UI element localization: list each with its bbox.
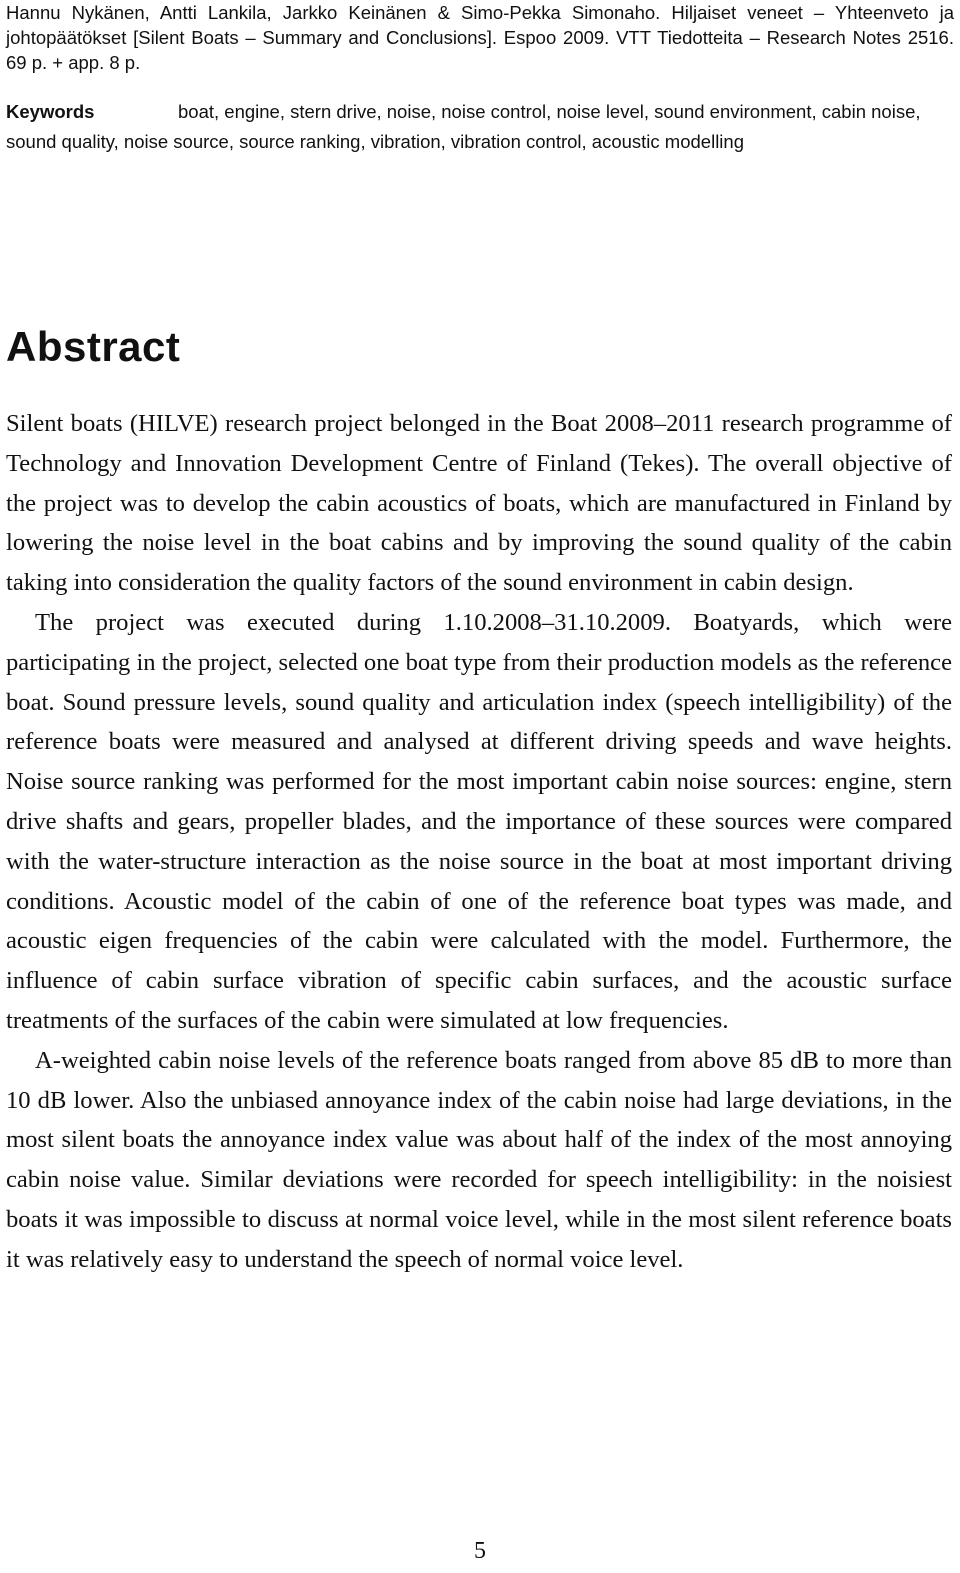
abstract-paragraph-1: Silent boats (HILVE) research project belonged in the Boat 2008–2011 research programme of Technology and Innovation Development Centre of Finland (Tekes). The overall objective of the project was to develop the cabin acoustics of boats, which are manufactured in Finland by lowering the noise level in the boat cabins and by improving the sound quality of the cabin taking into consideration the quality factors of the sound environment in cabin design. xyxy=(6,410,952,597)
keywords-block xyxy=(6,97,954,157)
abstract-paragraph-2: The project was executed during 1.10.2008–31.10.2009. Boatyards, which were participating in the project, selected one boat type from their production models as the reference boat. Sound pressure levels, sound quality and articulation index (speech intelligibility) of the reference boats were measured and analysed at different driving speeds and wave heights. Noise source ranking was performed for the most important cabin noise sources: engine, stern drive shafts and gears, propeller blades, and the importance of these sources were compared with the water-structure interaction as the noise source in the boat at most important driving conditions. Acoustic model of the cabin of one of the reference boat types was made, and acoustic eigen frequencies of the cabin were calculated with the model. Furthermore, the influence of cabin surface vibration of specific cabin surfaces, and the acoustic surface treatments of the surfaces of the cabin were simulated at low frequencies. xyxy=(6,608,952,1034)
citation-header: Hannu Nykänen, Antti Lankila, Jarkko Keinänen & Simo-Pekka Simonaho. Hiljaiset veneet – Yhteenveto ja johtopäätökset [Silent Boats – Summary and Conclusions]. Espoo 2009. VTT Tiedotteita – Research Notes 2516. 69 p. + app. 8 p. xyxy=(6,2,954,73)
keywords-label: Keywords xyxy=(6,101,95,122)
abstract-paragraph-3: A-weighted cabin noise levels of the reference boats ranged from above 85 dB to more than 10 dB lower. Also the unbiased annoyance index of the cabin noise had large deviations, in the most silent boats the annoyance index value was about half of the index of the most annoying cabin noise value. Similar deviations were recorded for speech intelligibility: in the noisiest boats it was impossible to discuss at normal voice level, while in the most silent reference boats it was relatively easy to understand the speech of normal voice level. xyxy=(6,1046,952,1273)
page-number: 5 xyxy=(474,1538,486,1564)
abstract-title: Abstract xyxy=(6,323,181,370)
abstract-body xyxy=(6,404,952,1280)
keywords-text: boat, engine, stern drive, noise, noise control, noise level, sound environment, cabin noise, sound quality, noise source, source ranking, vibration, vibration control, acoustic modelling xyxy=(6,101,921,152)
